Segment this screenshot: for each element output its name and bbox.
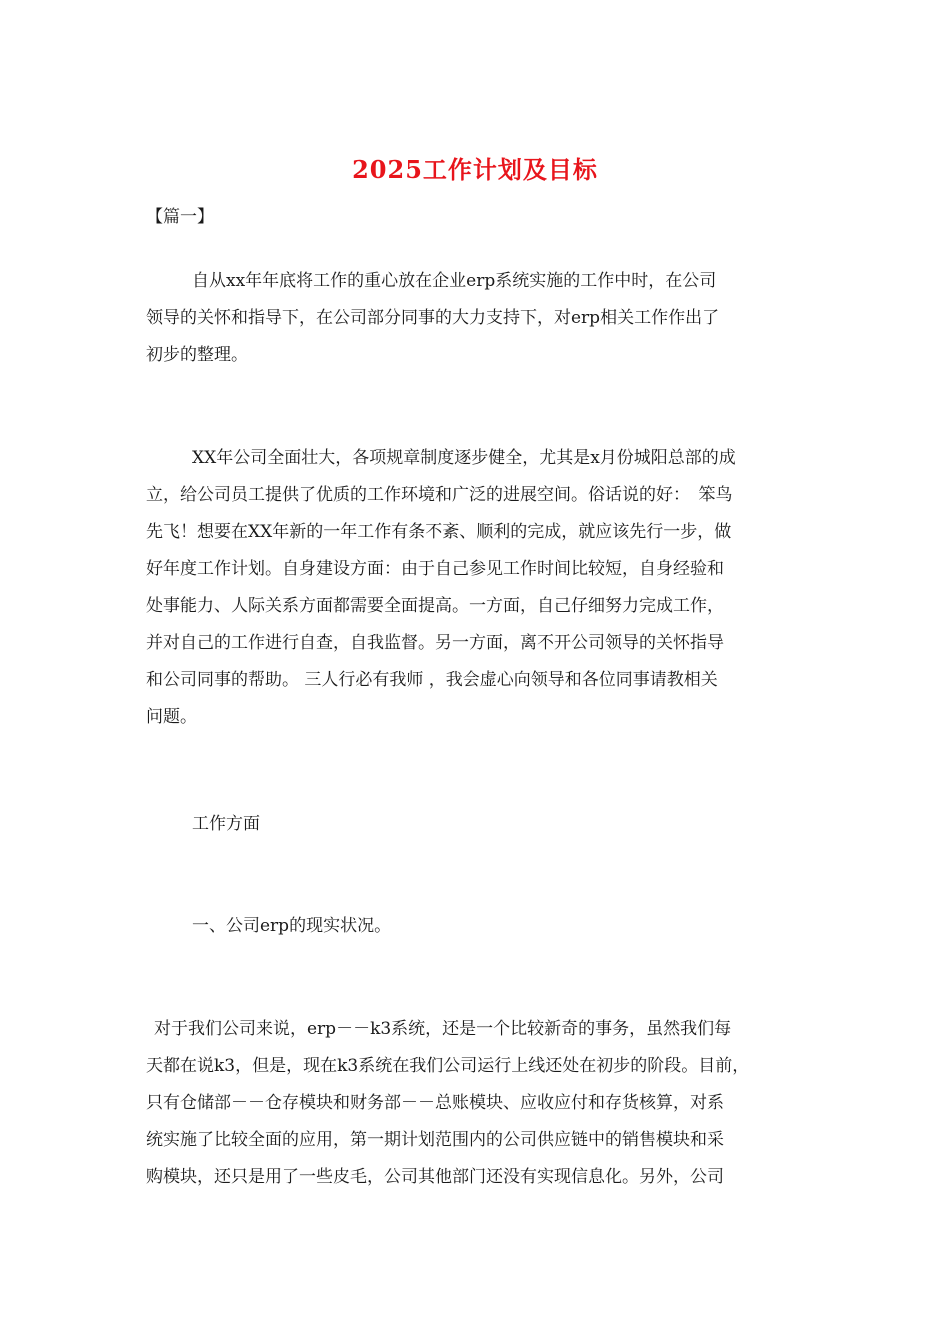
paragraph-line: 对于我们公司来说，erp－－k3系统，还是一个比较新奇的事务，虽然我们每	[154, 1019, 732, 1039]
paragraph-line: 好年度工作计划。自身建设方面：由于自己参见工作时间比较短，自身经验和	[146, 559, 724, 579]
paragraph-line: 一、公司erp的现实状况。	[192, 916, 392, 936]
paragraph-line: 立，给公司员工提供了优质的工作环境和广泛的进展空间。俗话说的好： 笨鸟	[146, 485, 733, 505]
subheading-work	[146, 806, 826, 843]
paragraph-intro	[146, 263, 826, 374]
paragraph-line: 天都在说k3，但是，现在k3系统在我们公司运行上线还处在初步的阶段。目前，	[146, 1056, 750, 1076]
paragraph-line: 并对自己的工作进行自查，自我监督。另一方面，离不开公司领导的关怀指导	[146, 633, 724, 653]
section-tag: 【篇一】	[146, 207, 214, 227]
paragraph-line: 先飞！想要在XX年新的一年工作有条不紊、顺利的完成，就应该先行一步，做	[146, 522, 732, 542]
paragraph-line: 和公司同事的帮助。 三人行必有我师 ，我会虚心向领导和各位同事请教相关	[146, 670, 718, 690]
paragraph-line: 处事能力、人际关系方面都需要全面提高。一方面，自己仔细努力完成工作，	[146, 596, 724, 616]
paragraph-line: 购模块，还只是用了一些皮毛，公司其他部门还没有实现信息化。另外，公司	[146, 1167, 724, 1187]
paragraph-line: 统实施了比较全面的应用，第一期计划范围内的公司供应链中的销售模块和采	[146, 1130, 724, 1150]
paragraph-plan	[146, 440, 826, 736]
paragraph-line: 初步的整理。	[146, 345, 248, 365]
paragraph-line: 只有仓储部－－仓存模块和财务部－－总账模块、应收应付和存货核算，对系	[146, 1093, 724, 1113]
paragraph-line: 领导的关怀和指导下，在公司部分同事的大力支持下，对erp相关工作作出了	[146, 308, 720, 328]
document-title: 2025工作计划及目标	[352, 155, 598, 184]
paragraph-line: 自从xx年年底将工作的重心放在企业erp系统实施的工作中时，在公司	[192, 271, 717, 291]
paragraph-line: 问题。	[146, 707, 197, 727]
paragraph-line: XX年公司全面壮大，各项规章制度逐步健全，尤其是x月份城阳总部的成	[192, 448, 736, 468]
paragraph-erp	[146, 1011, 826, 1196]
paragraph-line: 工作方面	[192, 814, 260, 834]
subheading-erp-status	[146, 908, 826, 945]
